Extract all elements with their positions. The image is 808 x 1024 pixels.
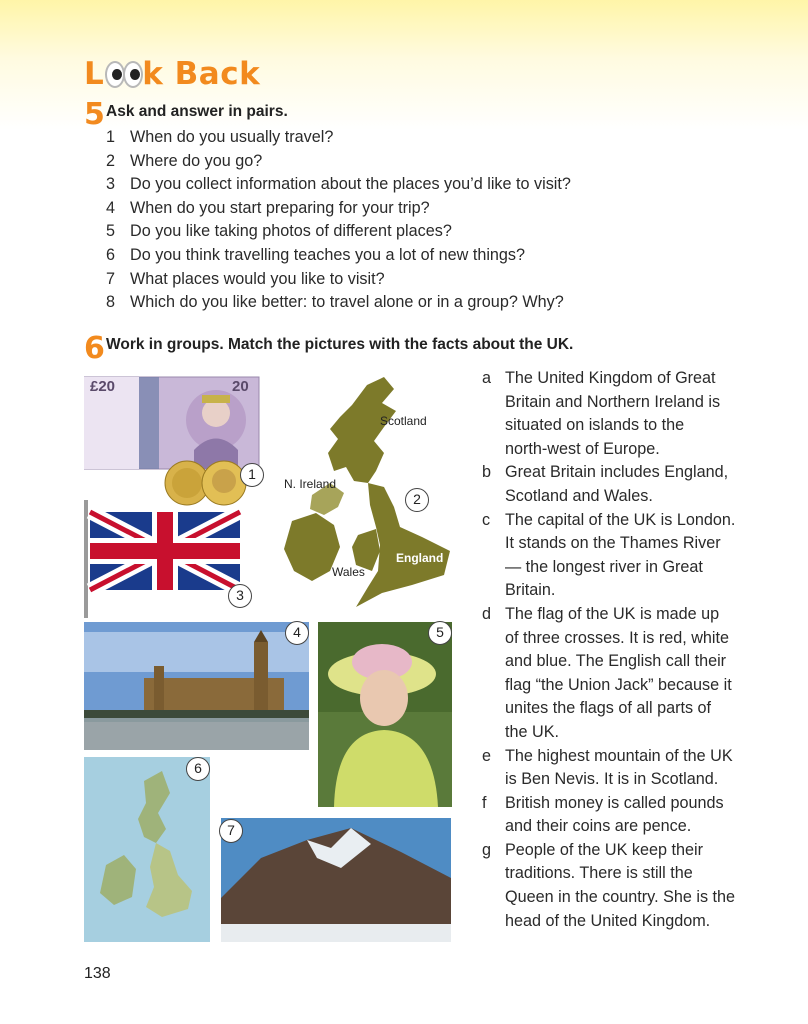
- title-end: k Back: [142, 56, 261, 92]
- list-item: b Great Britain includes England, Scotland and Wales.: [482, 463, 729, 505]
- exercise-5-number: 5: [84, 97, 105, 132]
- list-item: 7 What places would you like to visit?: [106, 269, 385, 288]
- list-item: 4 When do you start preparing for your trip?: [106, 198, 430, 217]
- westminster-picture: [84, 622, 309, 750]
- map-label-nireland: N. Ireland: [284, 477, 337, 491]
- title-start: L: [84, 56, 105, 92]
- page-number: 138: [84, 965, 111, 982]
- list-item: e The highest mountain of the UK is Ben Nevis. It is in Scotland.: [482, 746, 733, 789]
- list-item: g People of the UK keep their traditions. There is still the Queen in the country. She is the head of the United Kingdom.: [482, 840, 736, 930]
- eyes-icon: [105, 61, 141, 88]
- map-label-scotland: Scotland: [380, 414, 427, 428]
- list-item: 5 Do you like taking photos of different places?: [106, 222, 452, 241]
- picture-number-badge: 5: [428, 621, 452, 645]
- picture-number-badge: 7: [219, 819, 243, 843]
- queen-picture: [318, 622, 452, 807]
- list-item: 3 Do you collect information about the places you’d like to visit?: [106, 175, 571, 194]
- union-jack-picture: [84, 500, 244, 618]
- picture-number-badge: 2: [405, 488, 429, 512]
- list-item: d The flag of the UK is made up of three crosses. It is red, white and blue. The English call their flag “the Union Jack” because it unites the flags of all parts of the UK.: [482, 604, 732, 741]
- picture-number-badge: 1: [240, 463, 264, 487]
- page-title: [84, 54, 260, 94]
- list-item: c The capital of the UK is London. It stands on the Thames River — the longest river in Great Britain.: [482, 510, 736, 600]
- list-item: a The United Kingdom of Great Britain and Northern Ireland is situated on islands to the north-west of Europe.: [482, 369, 721, 458]
- map-label-england: England: [396, 551, 444, 565]
- picture-number-badge: 6: [186, 757, 210, 781]
- relief-map-picture: [84, 757, 210, 942]
- map-label-wales: Wales: [332, 565, 365, 579]
- banknote-corner: 20: [232, 378, 249, 395]
- exercise-5-instruction: Ask and answer in pairs.: [106, 103, 288, 120]
- list-item: 2 Where do you go?: [106, 151, 263, 170]
- exercise-6-number: 6: [84, 331, 105, 366]
- exercise-6-instruction: Work in groups. Match the pictures with the facts about the UK.: [106, 336, 574, 353]
- question-list: [106, 128, 571, 317]
- uk-map-picture: [272, 375, 460, 615]
- money-picture: [84, 375, 264, 510]
- facts-list: [482, 367, 772, 933]
- banknote-value: £20: [90, 378, 116, 395]
- list-item: 6 Do you think travelling teaches you a lot of new things?: [106, 245, 526, 264]
- ben-nevis-picture: [221, 818, 451, 942]
- list-item: 8 Which do you like better: to travel alone or in a group? Why?: [106, 293, 564, 312]
- picture-number-badge: 3: [228, 584, 252, 608]
- picture-number-badge: 4: [285, 621, 309, 645]
- list-item: f British money is called pounds and their coins are pence.: [482, 793, 724, 836]
- list-item: 1 When do you usually travel?: [106, 128, 334, 146]
